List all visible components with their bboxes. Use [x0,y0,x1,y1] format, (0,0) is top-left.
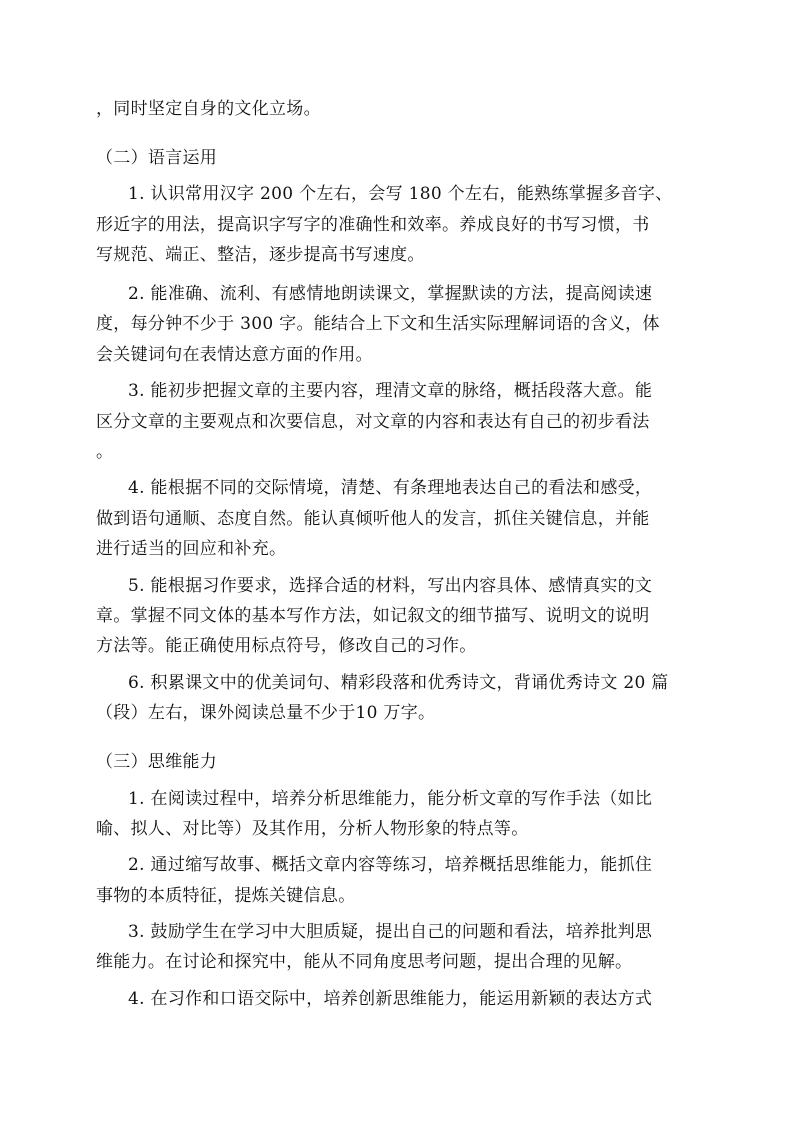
text-line: 写规范、端正、整洁，逐步提高书写速度。 [96,245,425,265]
text-line: 维能力。在讨论和探究中，能从不同角度思考问题，提出合理的见解。 [96,952,633,972]
text-line: 3. 能初步把握文章的主要内容，理清文章的脉络，概括段落大意。能 [128,381,653,401]
text-line: 1. 在阅读过程中，培养分析思维能力，能分析文章的写作手法（如比 [128,789,653,809]
text-line: 5. 能根据习作要求，选择合适的材料，写出内容具体、感情真实的文 [128,576,653,596]
text-line: 区分文章的主要观点和次要信息，对文章的内容和表达有自己的初步看法 [96,412,650,432]
text-line: （段）左右，课外阅读总量不少于10 万字。 [96,703,436,723]
section-heading: （二）语言运用 [96,148,218,168]
text-line: 2. 通过缩写故事、概括文章内容等练习，培养概括思维能力，能抓住 [128,855,653,875]
text-line: 1. 认识常用汉字 200 个左右，会写 180 个左右，能熟练掌握多音字、 [128,184,673,204]
text-line: 。 [96,442,114,462]
text-line: 4. 在习作和口语交际中，培养创新思维能力，能运用新颖的表达方式 [128,989,653,1009]
text-line: 方法等。能正确使用标点符号，修改自己的习作。 [96,636,477,656]
text-line: 形近字的用法，提高识字写字的准确性和效率。养成良好的书写习惯，书 [96,215,650,235]
text-line: 6. 积累课文中的优美词句、精彩段落和优秀诗文，背诵优秀诗文 20 篇 [128,673,669,693]
text-line: 事物的本质特征，提炼关键信息。 [96,886,356,906]
text-line: 4. 能根据不同的交际情境，清楚、有条理地表达自己的看法和感受， [128,478,653,498]
section-heading: （三）思维能力 [96,752,218,772]
text-line: 2. 能准确、流利、有感情地朗读课文，掌握默读的方法，提高阅读速 [128,284,653,304]
text-line: 章。掌握不同文体的基本写作方法，如记叙文的细节描写、说明文的说明 [96,606,650,626]
text-line: 3. 鼓励学生在学习中大胆质疑，提出自己的问题和看法，培养批判思 [128,922,653,942]
text-line: 进行适当的回应和补充。 [96,539,287,559]
text-line: 喻、拟人、对比等）及其作用，分析人物形象的特点等。 [96,819,529,839]
text-line: 度，每分钟不少于 300 字。能结合上下文和生活实际理解词语的含义，体 [96,314,660,334]
text-line: ，同时坚定自身的文化立场。 [96,99,321,119]
text-line: 做到语句通顺、态度自然。能认真倾听他人的发言，抓住关键信息，并能 [96,509,650,529]
text-line: 会关键词句在表情达意方面的作用。 [96,345,373,365]
